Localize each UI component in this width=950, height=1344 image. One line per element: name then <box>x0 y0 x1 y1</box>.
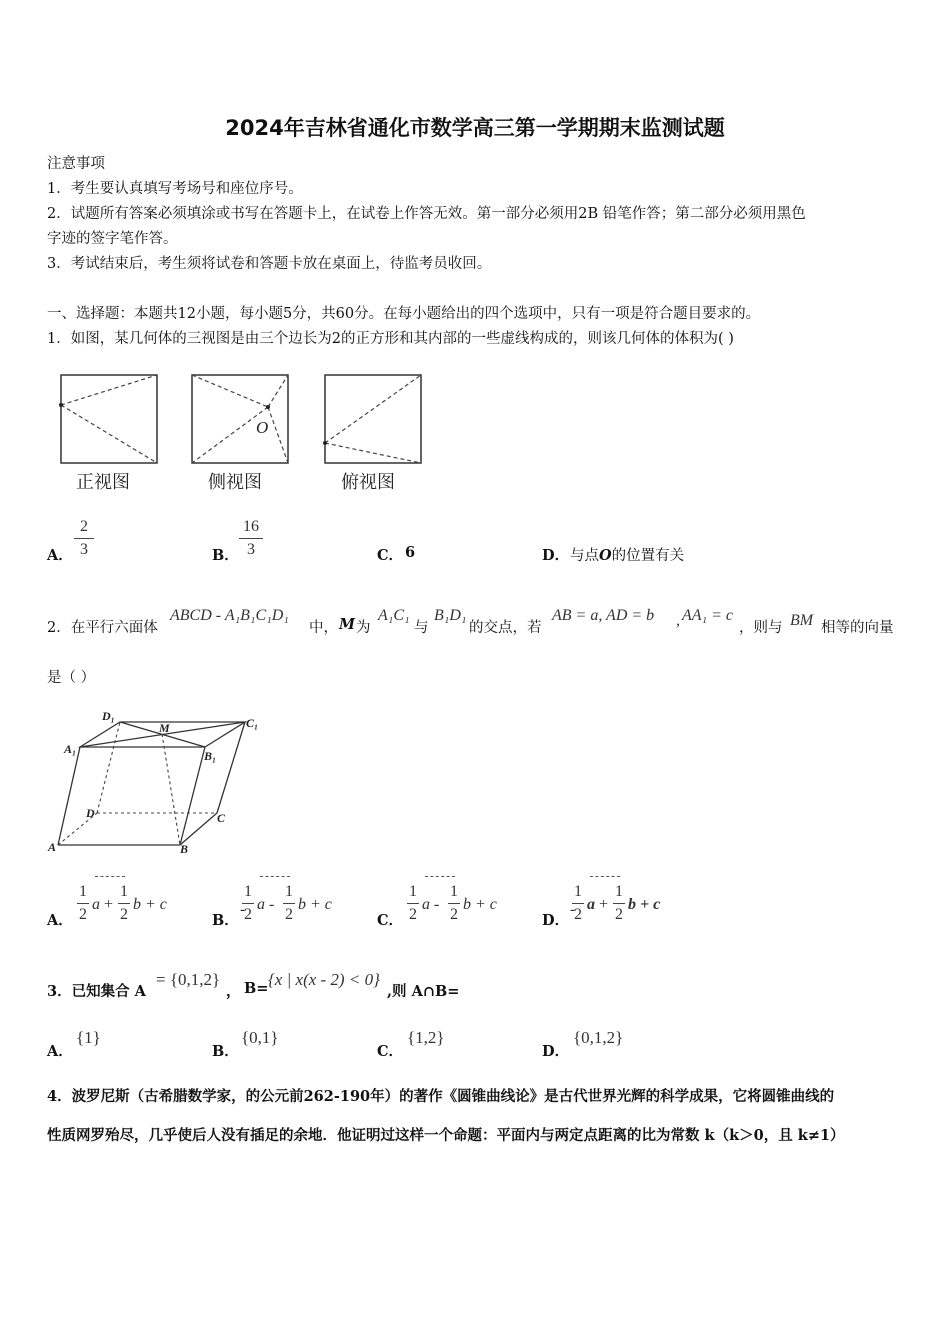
vector-tail: b + c <box>133 896 167 913</box>
option-label: C． <box>377 547 404 564</box>
q1-stem: 1．如图，某几何体的三视图是由三个边长为2的正方形和其内部的一些虚线构成的，则该几何体的体积为( ) <box>47 331 734 347</box>
option-d-text: 与点O的位置有关 <box>570 547 685 564</box>
vector-arrow-bar <box>425 876 455 877</box>
vector-condition-c: AA₁ = c <box>682 607 734 624</box>
option-value[interactable]: {1} <box>76 1028 101 1047</box>
fraction: 1 2 <box>79 883 87 923</box>
option-label: C． <box>377 912 404 929</box>
q3-text: ， <box>226 983 241 1000</box>
top-view-square <box>325 375 421 463</box>
vector-tail: b + c <box>628 896 661 913</box>
q4-line: 4．波罗尼斯（古希腊数学家，的公元前262-190年）的著作《圆锥曲线论》是古代世界光辉的科学成果，它将圆锥曲线的 <box>47 1088 835 1105</box>
option-label: D． <box>542 1043 570 1060</box>
sign: - <box>269 896 275 913</box>
vertex-label: D₁ <box>102 709 115 723</box>
vertex-label: A <box>48 840 57 854</box>
page-title: 2024年吉林省通化市数学高三第一学期期末监测试题 <box>225 116 725 140</box>
view-caption: 俯视图 <box>341 472 395 493</box>
q3-text: B= <box>244 980 269 997</box>
sign: + <box>599 896 609 913</box>
notice-item: 字迹的签字笔作答。 <box>47 231 178 247</box>
vector-arrow-bar <box>590 876 620 877</box>
q2-line2: 是（ ） <box>47 670 96 686</box>
view-caption: 侧视图 <box>208 472 262 493</box>
segment-b1d1: B₁D₁ <box>434 607 467 624</box>
option-value[interactable]: {0,1,2} <box>573 1028 624 1047</box>
vertex-label: A₁ <box>64 742 77 756</box>
vector-arrow-bar <box>260 876 290 877</box>
vector-tail: b + c <box>298 896 332 913</box>
point-m: M <box>339 616 356 633</box>
notice-item: 1．考生要认真填写考场号和座位序号。 <box>47 181 303 197</box>
option-value: 6 <box>405 544 416 561</box>
option-label: B． <box>212 912 239 929</box>
vector-arrow-bar <box>95 876 125 877</box>
q2-text: 相等的向量 <box>821 620 894 636</box>
vertex-label: M <box>159 721 170 735</box>
set-b: {x | x(x - 2) < 0} <box>268 970 380 989</box>
vertex-label: B₁ <box>204 749 217 763</box>
q2-text: 与 <box>414 620 429 636</box>
fraction: 1 2 <box>450 883 458 923</box>
q2-text: 中， <box>309 620 338 636</box>
vertex-label: C₁ <box>246 716 259 730</box>
parallelepiped-figure <box>40 705 280 865</box>
option-label: A． <box>47 1043 73 1060</box>
fraction: 1 2 <box>120 883 128 923</box>
vector-a: a <box>422 896 430 913</box>
option-label: D． <box>542 912 570 929</box>
fraction: 1 2 <box>409 883 417 923</box>
vertex-label: C <box>217 811 226 825</box>
notice-item: 2．试题所有答案必须填涂或书写在答题卡上，在试卷上作答无效。第一部分必须用2B 铅笔作答；第二部分必须用黑色 <box>47 206 806 222</box>
solid-name: ABCD - A₁B₁C₁D₁ <box>170 607 289 624</box>
option-label: B． <box>212 1043 239 1060</box>
vector-a: a <box>257 896 265 913</box>
fraction: 1 2 <box>244 883 252 923</box>
option-label: D． <box>542 547 570 564</box>
sign: - <box>570 901 576 918</box>
option-label: A． <box>47 912 73 929</box>
view-caption: 正视图 <box>76 472 130 493</box>
q2-stem-prefix: 2．在平行六面体 <box>47 620 158 636</box>
q3-text: ,则 A∩B= <box>387 983 460 1000</box>
q3-prefix: 3．已知集合 A <box>47 983 146 1000</box>
option-value[interactable]: {1,2} <box>407 1028 445 1047</box>
option-label: C． <box>377 1043 404 1060</box>
option-label: B． <box>212 547 239 564</box>
vertex-label: B <box>180 842 189 856</box>
q2-text: 为 <box>356 620 371 636</box>
q2-options <box>47 876 917 929</box>
q2-text: ，则与 <box>739 620 783 636</box>
set-a: = {0,1,2} <box>156 970 221 989</box>
side-view-square <box>192 375 288 463</box>
point-o-label: O <box>256 418 269 437</box>
fraction: 16 3 <box>239 518 263 559</box>
q2-text: 的交点，若 <box>469 620 542 636</box>
vector-conditions: AB = a, AD = b <box>552 607 655 624</box>
notice-heading: 注意事项 <box>47 156 105 172</box>
sign: - <box>240 901 246 918</box>
sign: + <box>104 896 114 913</box>
front-view-square <box>61 375 157 463</box>
option-label: A． <box>47 547 73 564</box>
fraction: 1 2 <box>285 883 293 923</box>
segment-a1c1: A₁C₁ <box>378 607 410 624</box>
q2-text: , <box>676 612 680 629</box>
notice-item: 3．考试结束后，考生须将试卷和答题卡放在桌面上，待监考员收回。 <box>47 256 492 272</box>
vertex-label: D <box>86 806 95 820</box>
vector-tail: b + c <box>463 896 497 913</box>
fraction: 2 3 <box>74 518 94 559</box>
fraction: 1 2 <box>615 883 623 923</box>
fraction: 1 2 <box>574 883 582 923</box>
vector-bm: BM <box>790 612 814 629</box>
option-value[interactable]: {0,1} <box>241 1028 279 1047</box>
section-heading: 一、选择题：本题共12小题，每小题5分，共60分。在每小题给出的四个选项中，只有一项是符合题目要求的。 <box>47 306 761 322</box>
vector-a: a <box>587 896 595 913</box>
vector-a: a <box>92 896 100 913</box>
sign: - <box>434 896 440 913</box>
q4-line: 性质网罗殆尽，几乎使后人没有插足的余地．他证明过这样一个命题：平面内与两定点距离的比为常数 k（k＞0，且 k≠1） <box>47 1127 845 1144</box>
